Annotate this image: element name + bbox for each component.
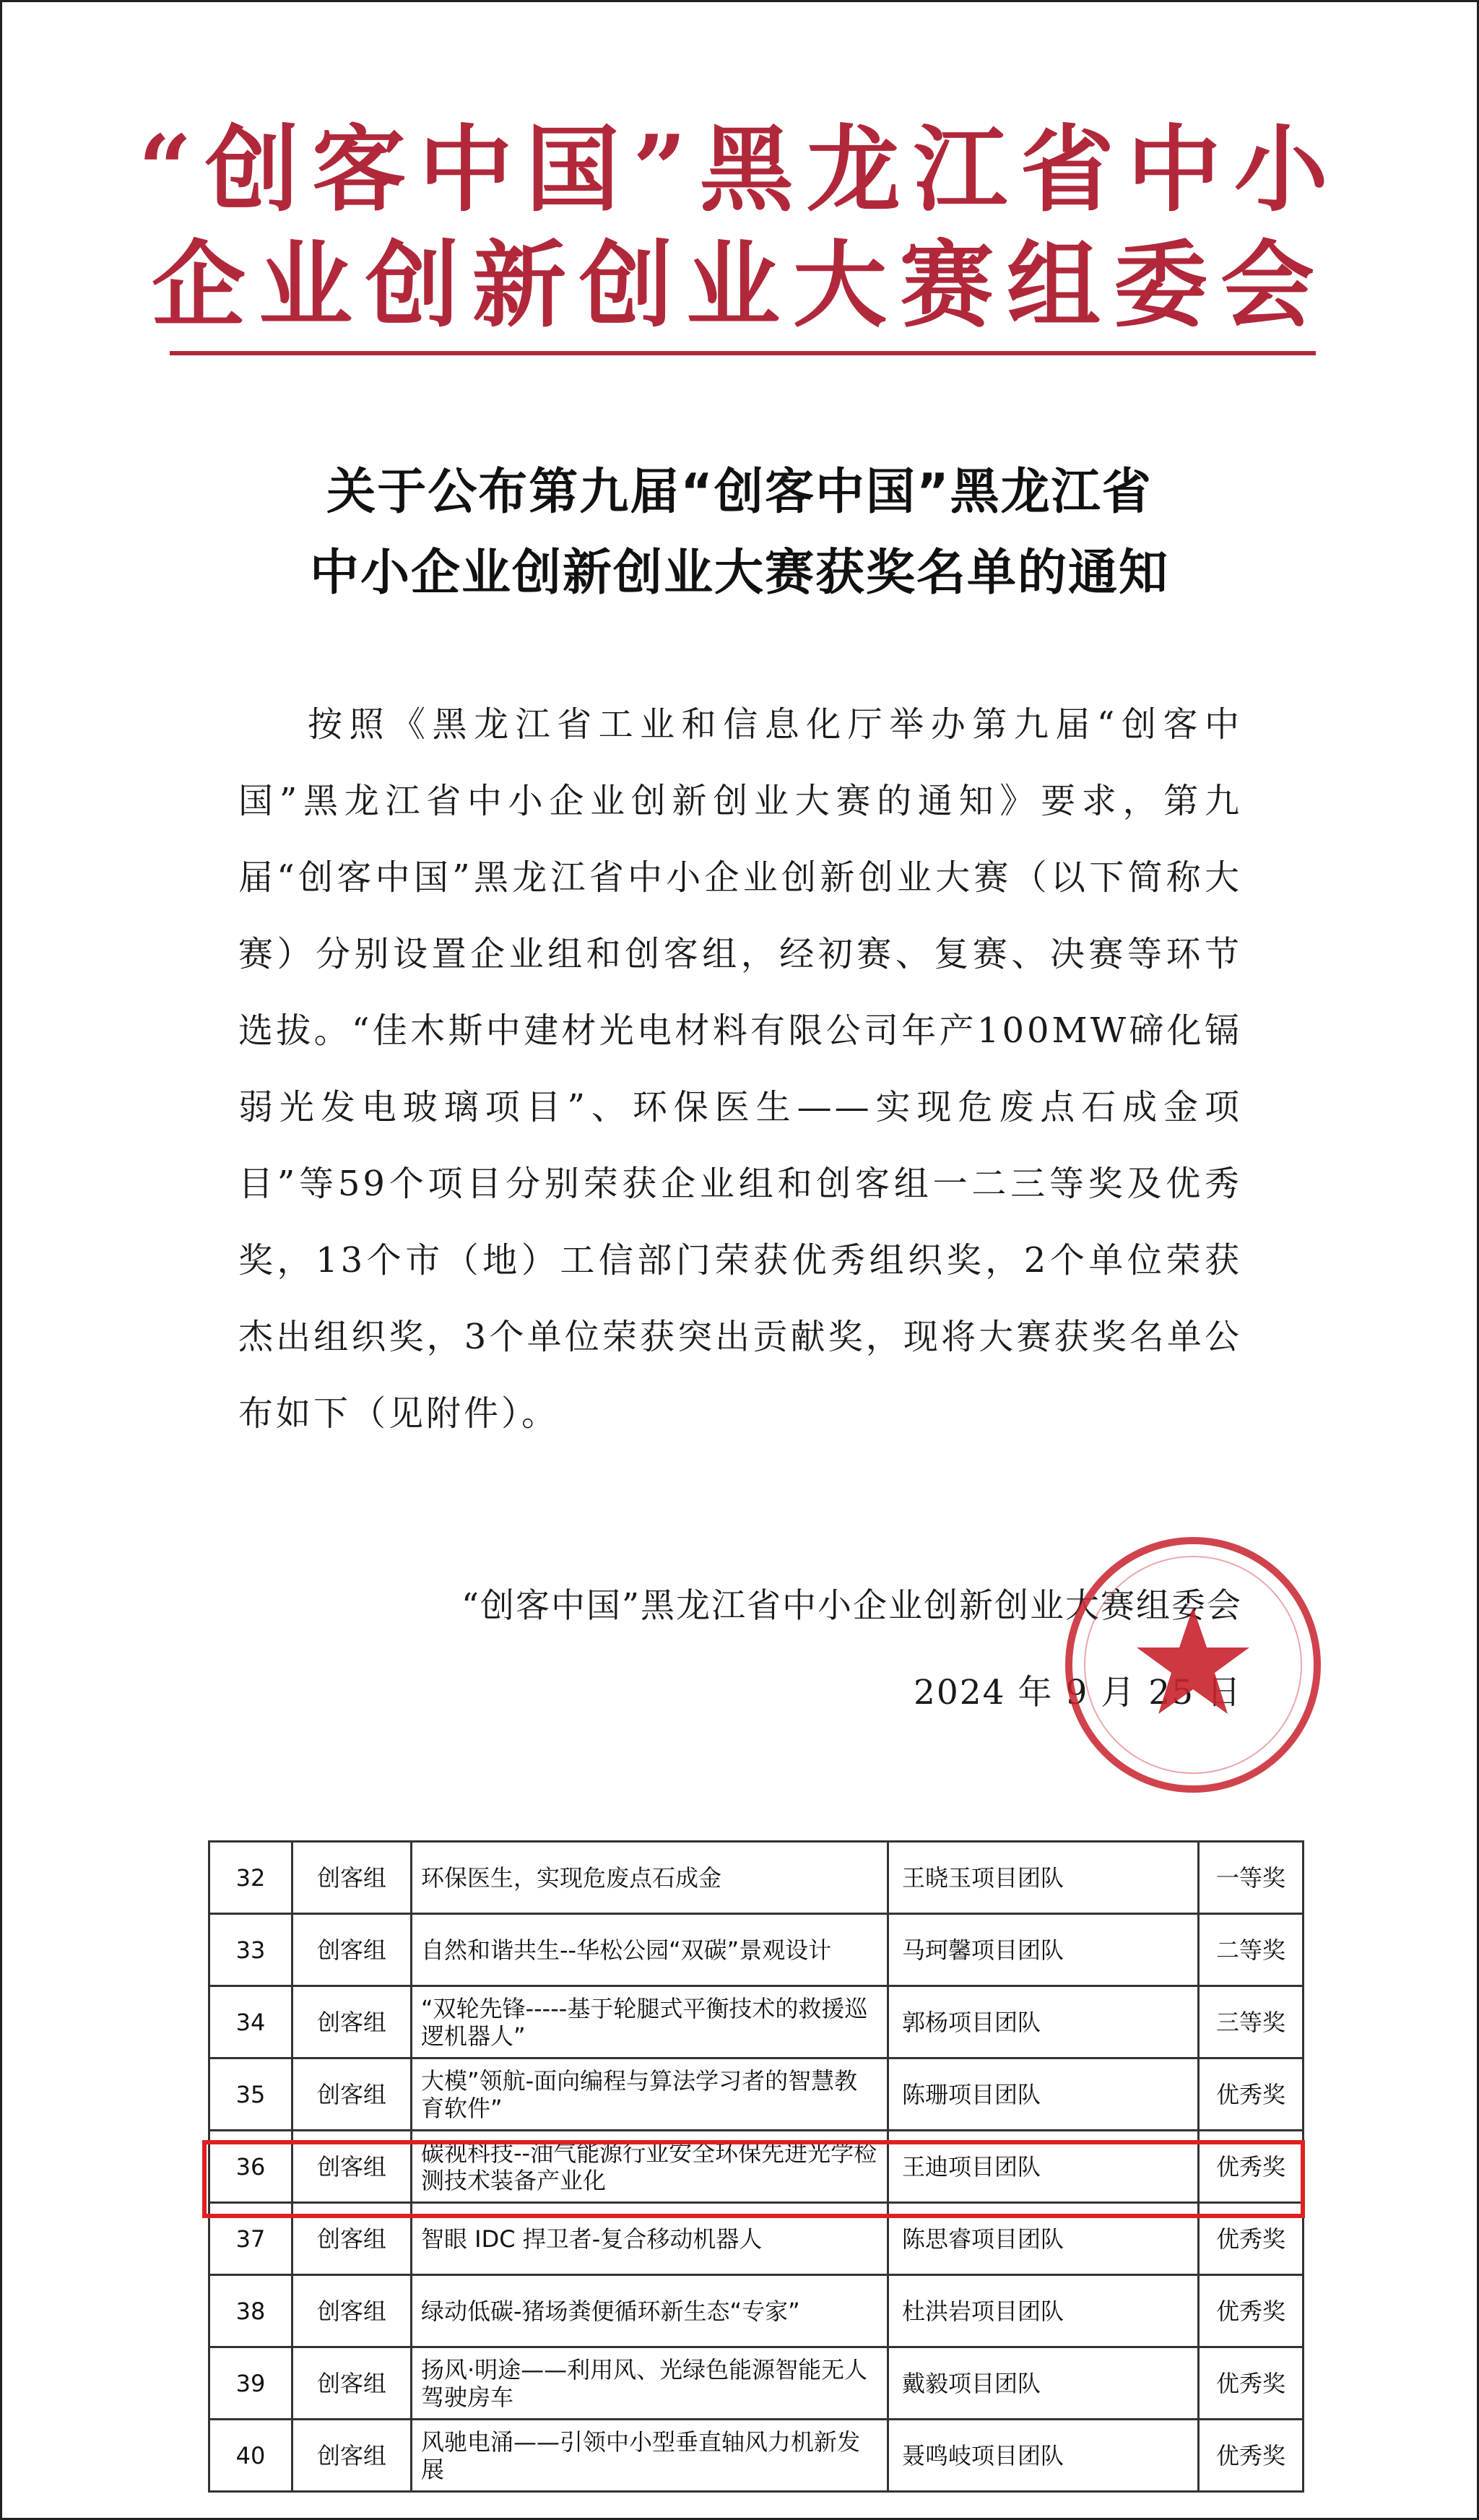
award-table xyxy=(208,1840,1304,2493)
org-header-line1: “创客中国”黑龙江省中小 xyxy=(138,114,1341,225)
row-team: 马珂馨项目团队 xyxy=(888,1914,1199,1986)
row-number: 35 xyxy=(209,2058,292,2131)
row-number: 33 xyxy=(209,1914,292,1986)
row-project: 风驰电涌——引领中小型垂直轴风力机新发展 xyxy=(412,2420,888,2492)
row-number: 40 xyxy=(209,2420,292,2492)
row-award: 优秀奖 xyxy=(1199,2347,1304,2420)
row-project: 大模”领航-面向编程与算法学习者的智慧教育软件” xyxy=(412,2058,888,2131)
row-award: 二等奖 xyxy=(1199,1914,1304,1986)
row-team: 聂鸣岐项目团队 xyxy=(888,2420,1199,2492)
row-project: 绿动低碳-猪场粪便循环新生态“专家” xyxy=(412,2275,888,2347)
table-row xyxy=(209,2420,1304,2492)
row-team: 王晓玉项目团队 xyxy=(888,1842,1199,1914)
row-number: 36 xyxy=(209,2131,292,2203)
table-row xyxy=(209,2275,1304,2347)
row-team: 戴毅项目团队 xyxy=(888,2347,1199,2420)
row-number: 32 xyxy=(209,1842,292,1914)
row-award: 优秀奖 xyxy=(1199,2058,1304,2131)
table-row xyxy=(209,1914,1304,1986)
row-group: 创客组 xyxy=(292,1986,412,2058)
row-team: 陈珊项目团队 xyxy=(888,2058,1199,2131)
row-project: “双轮先锋-----基于轮腿式平衡技术的救援巡逻机器人” xyxy=(412,1986,888,2058)
row-team: 杜洪岩项目团队 xyxy=(888,2275,1199,2347)
notice-title-line1: 关于公布第九届“创客中国”黑龙江省 xyxy=(326,464,1153,521)
notice-body xyxy=(238,686,1242,1452)
row-award: 一等奖 xyxy=(1199,1842,1304,1914)
row-award: 优秀奖 xyxy=(1199,2203,1304,2275)
row-group: 创客组 xyxy=(292,2131,412,2203)
table-row xyxy=(209,2131,1304,2203)
table-row xyxy=(209,1986,1304,2058)
table-row xyxy=(209,2058,1304,2131)
row-group: 创客组 xyxy=(292,1842,412,1914)
row-number: 39 xyxy=(209,2347,292,2420)
row-project: 扬风·明途——利用风、光绿色能源智能无人驾驶房车 xyxy=(412,2347,888,2420)
row-number: 38 xyxy=(209,2275,292,2347)
row-project: 碳视科技--油气能源行业安全环保先进光学检测技术装备产业化 xyxy=(412,2131,888,2203)
award-table-excerpt xyxy=(208,1840,1302,2493)
row-team: 王迪项目团队 xyxy=(888,2131,1199,2203)
row-group: 创客组 xyxy=(292,2203,412,2275)
row-group: 创客组 xyxy=(292,2347,412,2420)
red-divider xyxy=(170,351,1316,355)
row-team: 郭杨项目团队 xyxy=(888,1986,1199,2058)
table-row xyxy=(209,2347,1304,2420)
row-group: 创客组 xyxy=(292,1914,412,1986)
row-project: 智眼 IDC 捍卫者-复合移动机器人 xyxy=(412,2203,888,2275)
row-project: 环保医生，实现危废点石成金 xyxy=(412,1842,888,1914)
row-number: 37 xyxy=(209,2203,292,2275)
row-project: 自然和谐共生--华松公园“双碳”景观设计 xyxy=(412,1914,888,1986)
row-award: 优秀奖 xyxy=(1199,2420,1304,2492)
row-team: 陈思睿项目团队 xyxy=(888,2203,1199,2275)
row-award: 优秀奖 xyxy=(1199,2275,1304,2347)
notice-body-paragraph: 按照《黑龙江省工业和信息化厅举办第九届“创客中国”黑龙江省中小企业创新创业大赛的通知》要求，第九届“创客中国”黑龙江省中小企业创新创业大赛（以下简称大赛）分别设置企业组和创客组，经初赛、复赛、决赛等环节选拔。“佳木斯中建材光电材料有限公司年产100MW碲化镉弱光发电玻璃项目”、环保医生——实现危废点石成金项目”等59个项目分别荣获企业组和创客组一二三等奖及优秀奖，13个市（地）工信部门荣获优秀组织奖，2个单位荣获杰出组织奖，3个单位荣获突出贡献奖，现将大赛获奖名单公布如下（见附件）。 xyxy=(238,704,1242,1434)
org-header-line2: 企业创新创业大赛组委会 xyxy=(151,230,1327,340)
table-row xyxy=(209,2203,1304,2275)
official-seal-icon xyxy=(1056,1528,1330,1802)
row-group: 创客组 xyxy=(292,2058,412,2131)
row-group: 创客组 xyxy=(292,2420,412,2492)
notice-title-line2: 中小企业创新创业大赛获奖名单的通知 xyxy=(309,545,1169,602)
row-award: 优秀奖 xyxy=(1199,2131,1304,2203)
signature-date: 2024 年 9 月 25 日 xyxy=(913,1673,1242,1713)
table-row xyxy=(209,1842,1304,1914)
row-number: 34 xyxy=(209,1986,292,2058)
signature-org: “创客中国”黑龙江省中小企业创新创业大赛组委会 xyxy=(461,1586,1242,1626)
row-group: 创客组 xyxy=(292,2275,412,2347)
row-award: 三等奖 xyxy=(1199,1986,1304,2058)
